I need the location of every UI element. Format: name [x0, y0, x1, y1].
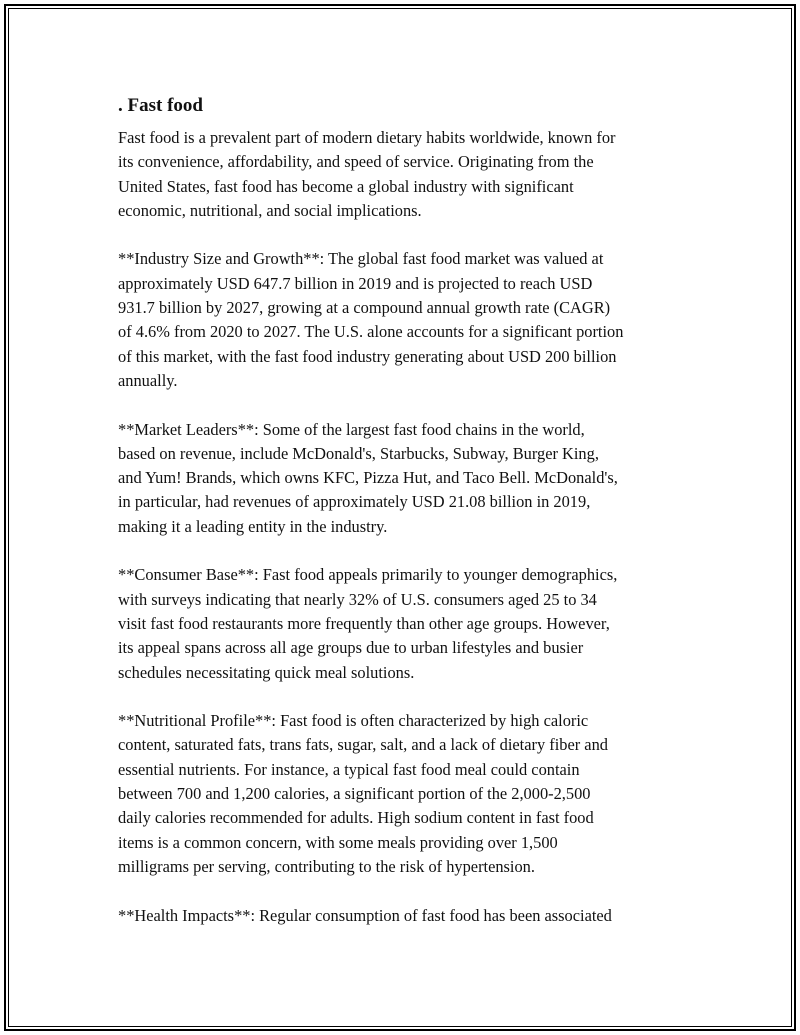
text-line: content, saturated fats, trans fats, sugar, salt, and a lack of dietary fiber and — [118, 735, 608, 755]
text-line: between 700 and 1,200 calories, a significant portion of the 2,000-2,500 — [118, 784, 591, 804]
text-line: schedules necessitating quick meal solutions. — [118, 662, 415, 682]
text-line: essential nutrients. For instance, a typical fast food meal could contain — [118, 759, 580, 779]
paragraph-market-leaders — [118, 418, 698, 539]
text-line: **Consumer Base**: Fast food appeals primarily to younger demographics, — [118, 565, 618, 585]
paragraph-consumer-base — [118, 563, 698, 684]
text-line: economic, nutritional, and social implications. — [118, 200, 422, 220]
text-line: approximately USD 647.7 billion in 2019 and is projected to reach USD — [118, 273, 593, 293]
paragraph-industry-size — [118, 247, 698, 393]
document-body — [118, 92, 698, 952]
text-line: United States, fast food has become a global industry with significant — [118, 176, 574, 196]
text-line: **Industry Size and Growth**: The global fast food market was valued at — [118, 249, 604, 269]
text-line: items is a common concern, with some meals providing over 1,500 — [118, 832, 558, 852]
text-line: of this market, with the fast food industry generating about USD 200 billion — [118, 346, 617, 366]
text-line: annually. — [118, 370, 178, 390]
text-line: visit fast food restaurants more frequently than other age groups. However, — [118, 613, 610, 633]
text-line: its convenience, affordability, and speed of service. Originating from the — [118, 152, 594, 172]
paragraph-health-impacts — [118, 904, 698, 928]
text-line: its appeal spans across all age groups due to urban lifestyles and busier — [118, 638, 584, 658]
text-line: **Market Leaders**: Some of the largest fast food chains in the world, — [118, 419, 585, 439]
text-line: 931.7 billion by 2027, growing at a compound annual growth rate (CAGR) — [118, 298, 611, 318]
text-line: Fast food is a prevalent part of modern dietary habits worldwide, known for — [118, 128, 616, 147]
text-line: milligrams per serving, contributing to the risk of hypertension. — [118, 856, 535, 876]
text-line: in particular, had revenues of approximately USD 21.08 billion in 2019, — [118, 492, 591, 512]
text-line: of 4.6% from 2020 to 2027. The U.S. alone accounts for a significant portion — [118, 322, 624, 342]
text-line: with surveys indicating that nearly 32% of U.S. consumers aged 25 to 34 — [118, 589, 597, 609]
text-line: making it a leading entity in the industry. — [118, 516, 388, 536]
paragraph-intro — [118, 126, 698, 223]
text-line: daily calories recommended for adults. High sodium content in fast food — [118, 808, 594, 828]
text-line: **Health Impacts**: Regular consumption of fast food has been associated — [118, 905, 612, 925]
text-line: **Nutritional Profile**: Fast food is often characterized by high caloric — [118, 711, 589, 731]
text-line: based on revenue, include McDonald's, Starbucks, Subway, Burger King, — [118, 443, 599, 463]
paragraph-nutritional-profile — [118, 709, 698, 879]
document-title: . Fast food — [118, 95, 203, 116]
text-line: and Yum! Brands, which owns KFC, Pizza Hut, and Taco Bell. McDonald's, — [118, 468, 618, 488]
